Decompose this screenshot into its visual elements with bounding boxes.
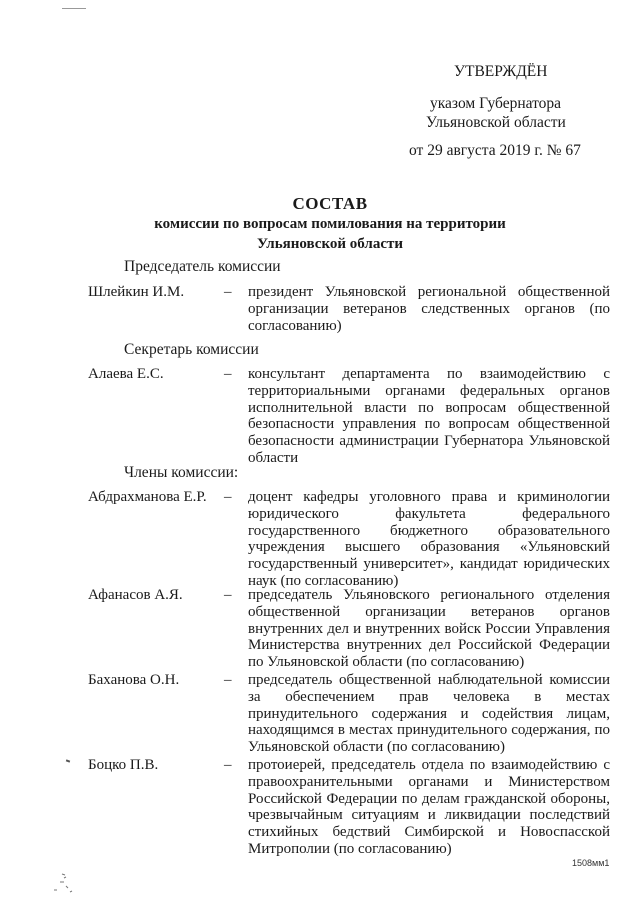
member-dash: –	[224, 284, 232, 300]
title-heading: СОСТАВ	[292, 194, 368, 213]
member-description: президент Ульяновской региональной общественной организации ветеранов следственных органов (по согласованию)	[248, 284, 610, 334]
scan-artifact	[62, 8, 86, 9]
member-name: Баханова О.Н.	[88, 672, 180, 688]
section-chairman: Председатель комиссии	[124, 258, 281, 275]
member-name: Боцко П.В.	[88, 757, 159, 773]
member-description: председатель общественной наблюдательной комиссии за обеспечением прав человека в местах принудительного содержания и содействия лицам, находящимся в местах принудительного содержания, по Ульяновской области (по согласованию)	[248, 672, 610, 756]
document-title	[100, 193, 560, 254]
section-secretary: Секретарь комиссии	[124, 341, 259, 358]
member-name: Абдрахманова Е.Р.	[88, 489, 207, 505]
member-description: председатель Ульяновского регионального отделения общественной организации ветеранов органов внутренних дел и внутренних войск России Управления Министерства внутренних дел Российской Федерации по Ульяновской области (по согласованию)	[248, 587, 610, 671]
member-name: Афанасов А.Я.	[88, 587, 183, 603]
member-name: Алаева Е.С.	[88, 366, 164, 382]
approval-line-region: Ульяновской области	[426, 114, 566, 131]
member-description: доцент кафедры уголовного права и криминологии юридического факультета федерального государственного бюджетного образовательного учреждения высшего образования «Ульяновский государственный университет», кандидат юридических наук (по согласованию)	[248, 489, 610, 589]
member-dash: –	[224, 366, 232, 382]
member-description: консультант департамента по взаимодействию с территориальными органами федеральных органов исполнительной власти по вопросам общественной безопасности управления по вопросам общественной безопасности администрации Губернатора Ульяновской области	[248, 366, 610, 466]
member-dash: –	[224, 672, 232, 688]
member-dash: –	[224, 489, 232, 505]
member-name: Шлейкин И.М.	[88, 284, 185, 300]
title-subtitle-1: комиссии по вопросам помилования на территории	[154, 216, 506, 232]
member-dash: –	[224, 587, 232, 603]
approval-date-number: от 29 августа 2019 г. № 67	[409, 142, 581, 159]
page-code: 1508мм1	[572, 858, 610, 868]
scan-artifact	[66, 759, 70, 762]
member-description: протоиерей, председатель отдела по взаимодействию с правоохранительными органами и Министерством Российской Федерации по делам гражданской обороны, чрезвычайным ситуациям и ликвидации последствий стихийных бедствий Симбирской и Новоспасской Митрополии (по согласованию)	[248, 757, 610, 857]
title-subtitle-2: Ульяновской области	[256, 236, 404, 252]
approval-line-decree: указом Губернатора	[430, 95, 562, 112]
member-dash: –	[224, 757, 232, 773]
section-members: Члены комиссии:	[124, 464, 239, 481]
scan-artifact	[40, 870, 80, 896]
approved-label: УТВЕРЖДЁН	[454, 63, 548, 80]
